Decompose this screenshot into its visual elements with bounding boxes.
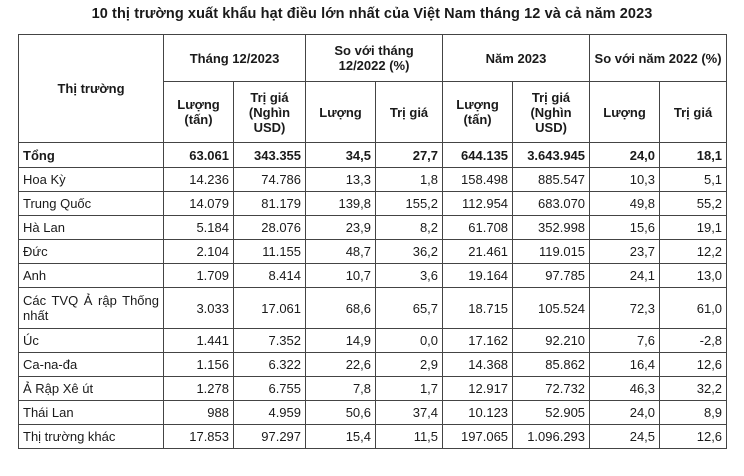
cell-year-volume: 644.135 <box>443 143 513 168</box>
subheader-volume-pct: Lượng <box>306 82 376 143</box>
cell-month-value-pct: 8,2 <box>376 216 443 240</box>
cell-month-volume-pct: 68,6 <box>306 288 376 329</box>
cell-month-value-pct: 1,8 <box>376 168 443 192</box>
cell-year-value: 97.785 <box>513 264 590 288</box>
market-name-text: Ả Rập Xê út <box>23 381 94 396</box>
cell-month-value: 17.061 <box>234 288 306 329</box>
subheader-value: Trị giá (Nghìn USD) <box>513 82 590 143</box>
table-row <box>19 288 727 329</box>
cell-month-volume: 2.104 <box>164 240 234 264</box>
table-row <box>19 425 727 449</box>
cell-month-volume-pct: 10,7 <box>306 264 376 288</box>
cell-year-value-pct: 19,1 <box>660 216 727 240</box>
cell-year-volume: 19.164 <box>443 264 513 288</box>
market-name-text: Thái Lan <box>23 405 74 420</box>
cell-year-volume: 112.954 <box>443 192 513 216</box>
cell-month-value-pct: 2,9 <box>376 353 443 377</box>
market-name-text: Hà Lan <box>23 220 65 235</box>
cell-month-volume: 1.278 <box>164 377 234 401</box>
cell-year-value: 85.862 <box>513 353 590 377</box>
cell-month-volume-pct: 7,8 <box>306 377 376 401</box>
cell-month-volume-pct: 34,5 <box>306 143 376 168</box>
cell-month-value: 81.179 <box>234 192 306 216</box>
cell-year-volume-pct: 24,0 <box>590 143 660 168</box>
cell-month-value-pct: 1,7 <box>376 377 443 401</box>
market-name <box>19 168 164 192</box>
subheader-volume-pct: Lượng <box>590 82 660 143</box>
cell-month-value: 6.755 <box>234 377 306 401</box>
market-name-text: Đức <box>23 244 48 259</box>
cell-month-volume-pct: 50,6 <box>306 401 376 425</box>
table-row-total <box>19 143 727 168</box>
cell-month-volume-pct: 14,9 <box>306 329 376 353</box>
cell-year-value: 92.210 <box>513 329 590 353</box>
cell-month-volume: 63.061 <box>164 143 234 168</box>
header-month-2023: Tháng 12/2023 <box>164 35 306 82</box>
cell-month-value: 343.355 <box>234 143 306 168</box>
cell-month-volume: 14.079 <box>164 192 234 216</box>
table-row <box>19 264 727 288</box>
cell-year-value-pct: 61,0 <box>660 288 727 329</box>
header-vs-month-2022: So với tháng 12/2022 (%) <box>306 35 443 82</box>
market-name <box>19 401 164 425</box>
cell-year-volume: 197.065 <box>443 425 513 449</box>
table-title: 10 thị trường xuất khẩu hạt điều lớn nhất của Việt Nam tháng 12 và cả năm 2023 <box>91 6 653 22</box>
cell-year-value-pct: 32,2 <box>660 377 727 401</box>
cell-month-volume-pct: 22,6 <box>306 353 376 377</box>
table-row <box>19 240 727 264</box>
header-market: Thị trường <box>19 35 164 143</box>
cell-year-value-pct: 12,2 <box>660 240 727 264</box>
cell-month-volume: 1.441 <box>164 329 234 353</box>
cell-month-value-pct: 65,7 <box>376 288 443 329</box>
cell-year-volume-pct: 46,3 <box>590 377 660 401</box>
cell-year-volume: 12.917 <box>443 377 513 401</box>
subheader-value: Trị giá (Nghìn USD) <box>234 82 306 143</box>
cell-year-value: 1.096.293 <box>513 425 590 449</box>
cell-month-value: 6.322 <box>234 353 306 377</box>
cell-year-volume-pct: 24,1 <box>590 264 660 288</box>
cell-month-value: 8.414 <box>234 264 306 288</box>
cashew-export-table <box>18 34 727 449</box>
market-name-text: Anh <box>23 268 47 283</box>
cell-month-volume-pct: 13,3 <box>306 168 376 192</box>
cell-month-volume: 3.033 <box>164 288 234 329</box>
cell-month-value-pct: 155,2 <box>376 192 443 216</box>
header-year-2023: Năm 2023 <box>443 35 590 82</box>
cell-month-value: 74.786 <box>234 168 306 192</box>
table-row <box>19 377 727 401</box>
cell-year-value: 105.524 <box>513 288 590 329</box>
cell-year-value: 885.547 <box>513 168 590 192</box>
cell-month-value: 28.076 <box>234 216 306 240</box>
cell-month-volume-pct: 15,4 <box>306 425 376 449</box>
subheader-value-pct: Trị giá <box>660 82 727 143</box>
cell-year-volume-pct: 72,3 <box>590 288 660 329</box>
table-row <box>19 329 727 353</box>
cell-year-value-pct: 18,1 <box>660 143 727 168</box>
cell-month-volume: 988 <box>164 401 234 425</box>
cell-year-volume: 61.708 <box>443 216 513 240</box>
market-name <box>19 329 164 353</box>
table-row <box>19 353 727 377</box>
market-name <box>19 216 164 240</box>
market-name <box>19 425 164 449</box>
header-vs-year-2022: So với năm 2022 (%) <box>590 35 727 82</box>
table-row <box>19 192 727 216</box>
cell-month-value-pct: 37,4 <box>376 401 443 425</box>
cell-year-value-pct: -2,8 <box>660 329 727 353</box>
cell-year-volume-pct: 7,6 <box>590 329 660 353</box>
market-name: Tổng <box>19 143 164 168</box>
cell-month-value: 11.155 <box>234 240 306 264</box>
cell-month-volume-pct: 48,7 <box>306 240 376 264</box>
cell-year-value: 119.015 <box>513 240 590 264</box>
market-name <box>19 377 164 401</box>
cell-year-volume: 21.461 <box>443 240 513 264</box>
cell-year-value-pct: 55,2 <box>660 192 727 216</box>
market-name-text: Thị trường khác <box>23 429 116 444</box>
cell-month-value: 4.959 <box>234 401 306 425</box>
cell-year-volume-pct: 24,0 <box>590 401 660 425</box>
cell-year-value-pct: 5,1 <box>660 168 727 192</box>
cell-month-volume: 1.709 <box>164 264 234 288</box>
market-name-text: Các TVQ Ả rập Thống nhất <box>23 293 159 323</box>
cell-year-volume: 158.498 <box>443 168 513 192</box>
cell-year-volume-pct: 49,8 <box>590 192 660 216</box>
market-name-text: Úc <box>23 333 39 348</box>
subheader-value-pct: Trị giá <box>376 82 443 143</box>
subheader-volume: Lượng (tấn) <box>443 82 513 143</box>
cell-year-value: 52.905 <box>513 401 590 425</box>
cell-year-volume-pct: 10,3 <box>590 168 660 192</box>
market-name <box>19 240 164 264</box>
cell-year-volume: 18.715 <box>443 288 513 329</box>
cell-month-volume: 17.853 <box>164 425 234 449</box>
cell-month-value-pct: 27,7 <box>376 143 443 168</box>
table-row <box>19 216 727 240</box>
cell-year-value: 3.643.945 <box>513 143 590 168</box>
cell-year-volume-pct: 24,5 <box>590 425 660 449</box>
cell-month-value: 7.352 <box>234 329 306 353</box>
cell-year-value: 72.732 <box>513 377 590 401</box>
cell-year-volume: 17.162 <box>443 329 513 353</box>
cell-year-volume-pct: 15,6 <box>590 216 660 240</box>
cell-month-value-pct: 0,0 <box>376 329 443 353</box>
market-name <box>19 264 164 288</box>
cell-year-value-pct: 13,0 <box>660 264 727 288</box>
cell-month-volume-pct: 23,9 <box>306 216 376 240</box>
cell-year-volume: 14.368 <box>443 353 513 377</box>
market-name-text: Hoa Kỳ <box>23 172 66 187</box>
cell-year-value-pct: 8,9 <box>660 401 727 425</box>
cell-month-volume-pct: 139,8 <box>306 192 376 216</box>
table-row <box>19 168 727 192</box>
cell-year-value: 683.070 <box>513 192 590 216</box>
cell-month-value-pct: 11,5 <box>376 425 443 449</box>
market-name <box>19 192 164 216</box>
cell-year-volume: 10.123 <box>443 401 513 425</box>
cell-year-value: 352.998 <box>513 216 590 240</box>
cell-year-value-pct: 12,6 <box>660 425 727 449</box>
market-name <box>19 288 164 329</box>
table-row <box>19 401 727 425</box>
cell-year-value-pct: 12,6 <box>660 353 727 377</box>
market-name-text: Ca-na-đa <box>23 357 78 372</box>
subheader-volume: Lượng (tấn) <box>164 82 234 143</box>
cell-year-volume-pct: 23,7 <box>590 240 660 264</box>
cell-year-volume-pct: 16,4 <box>590 353 660 377</box>
cell-month-value-pct: 36,2 <box>376 240 443 264</box>
market-name-text: Trung Quốc <box>23 196 92 211</box>
cell-month-volume: 14.236 <box>164 168 234 192</box>
cell-month-volume: 1.156 <box>164 353 234 377</box>
cell-month-value: 97.297 <box>234 425 306 449</box>
cell-month-value-pct: 3,6 <box>376 264 443 288</box>
cell-month-volume: 5.184 <box>164 216 234 240</box>
market-name <box>19 353 164 377</box>
